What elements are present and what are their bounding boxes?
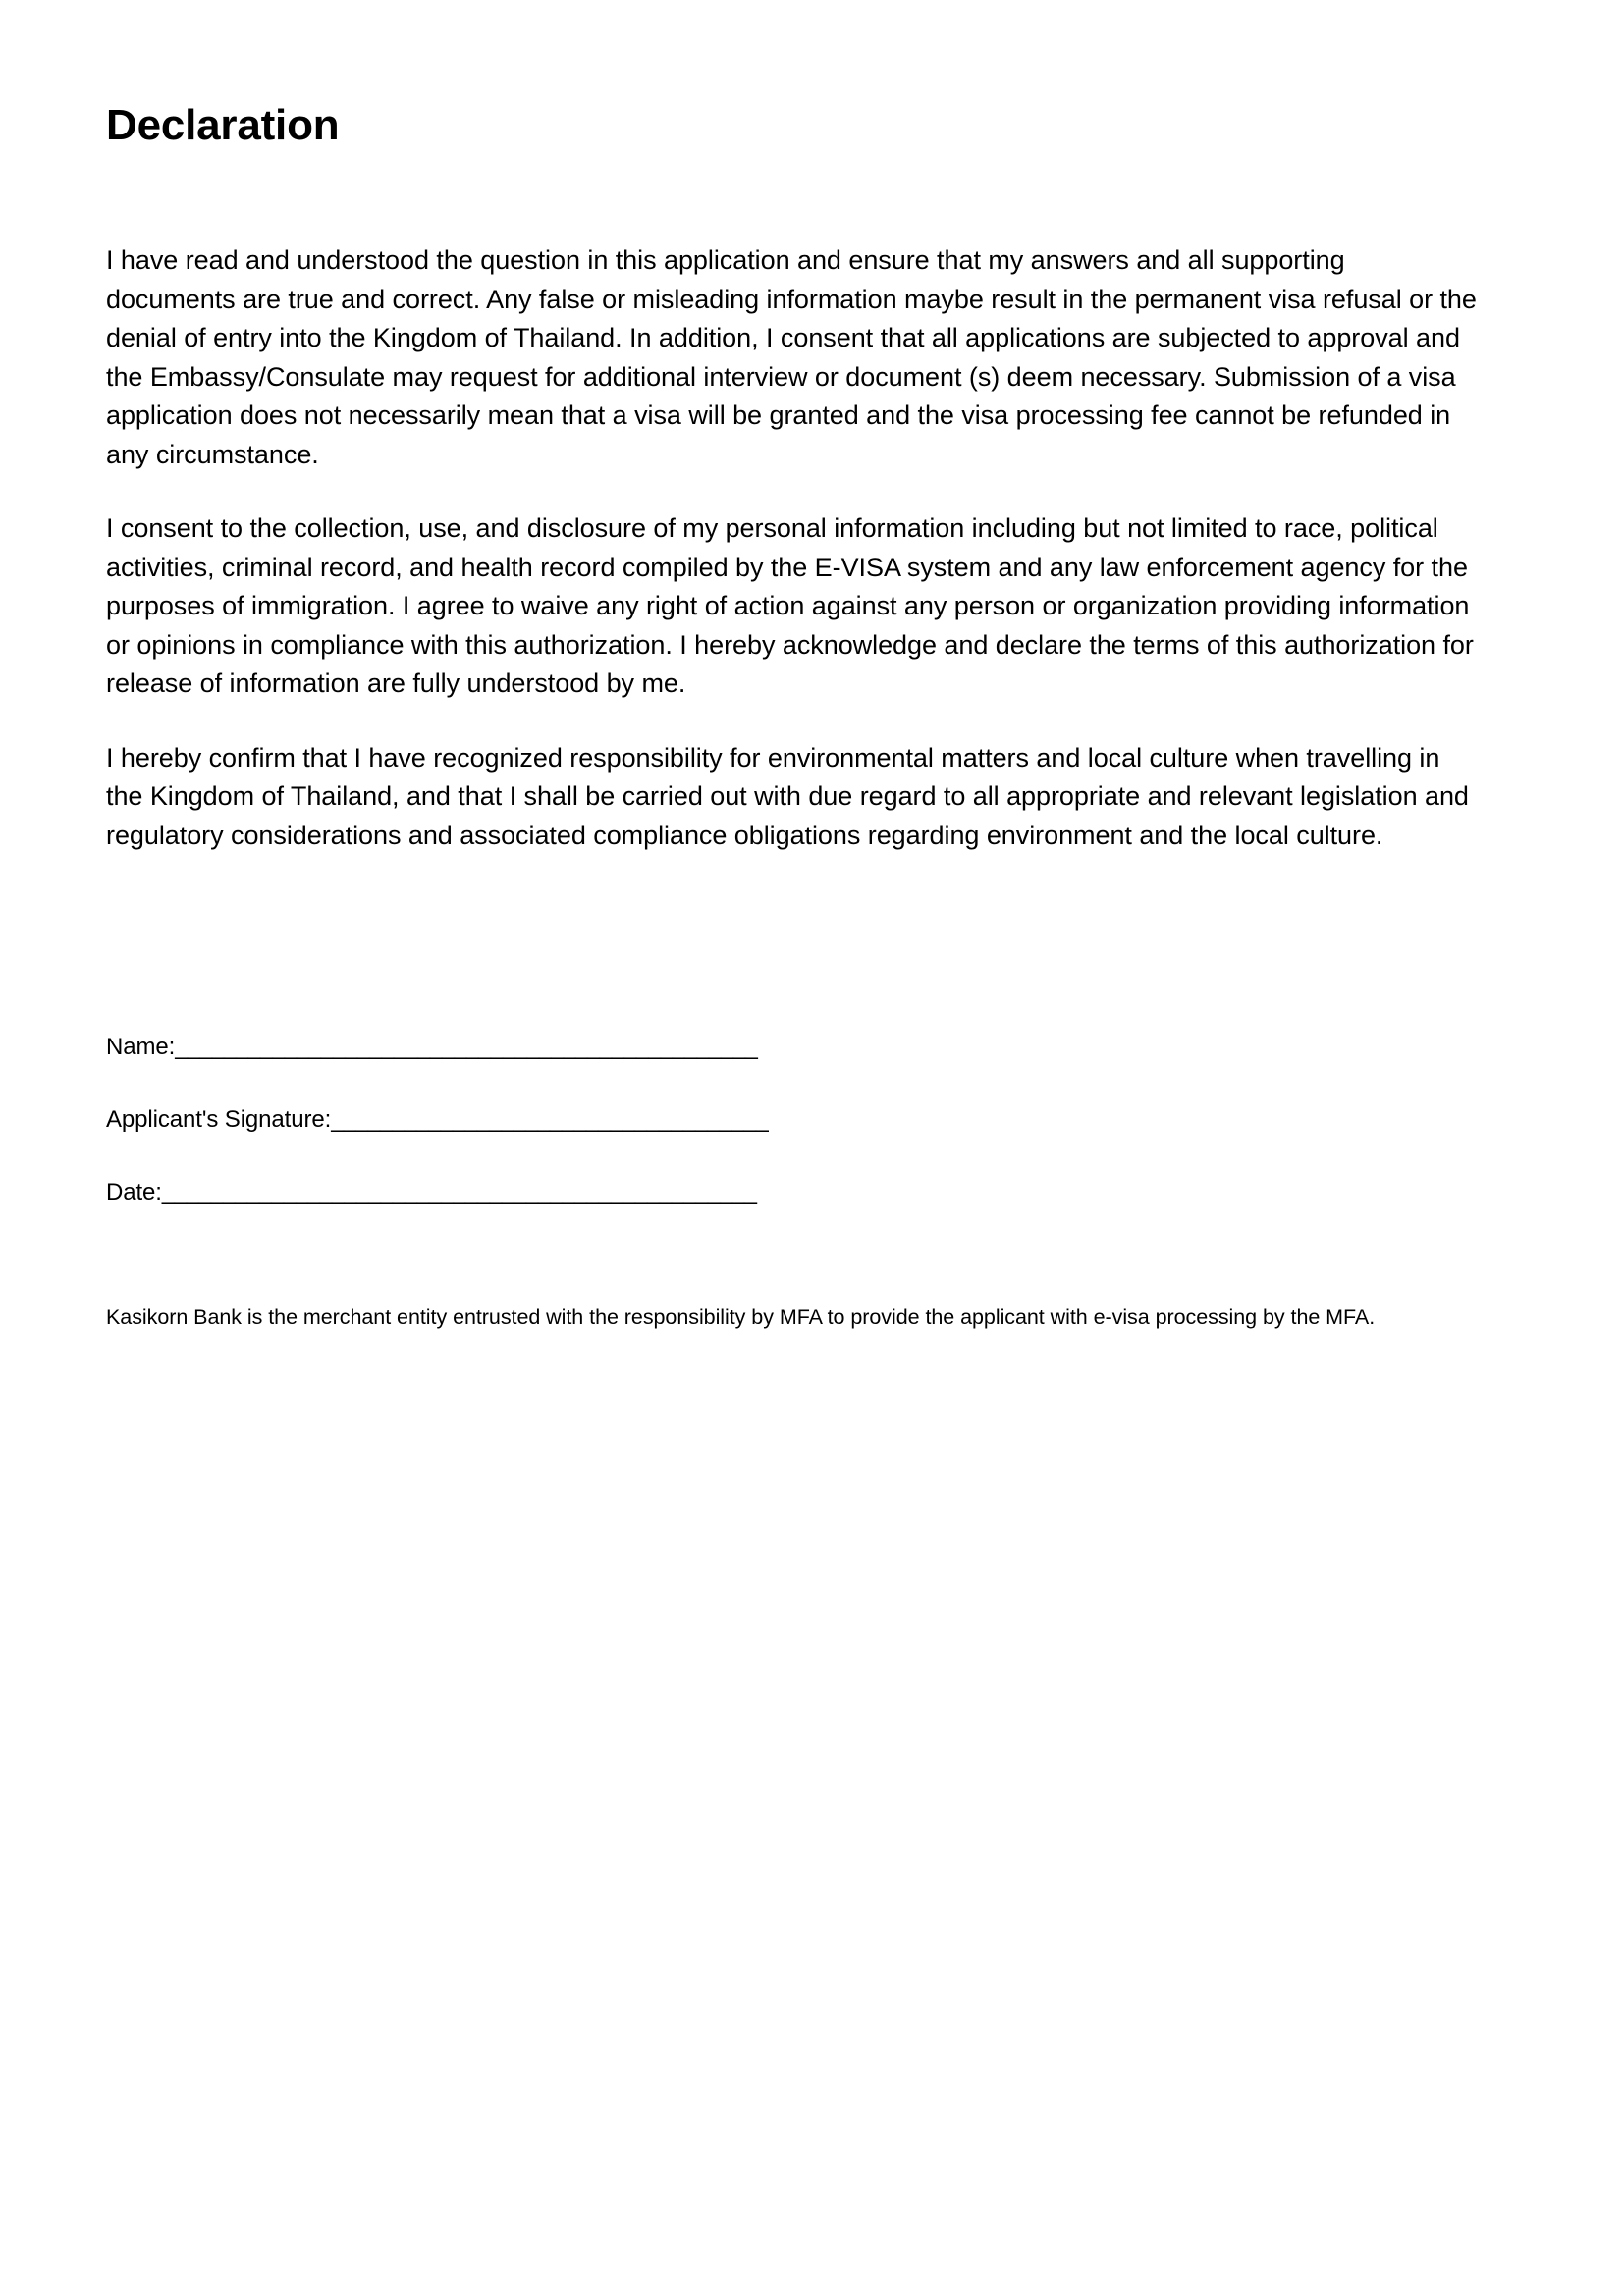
document-content xyxy=(106,0,1500,1354)
date-field-row xyxy=(106,1177,1500,1208)
declaration-paragraph-2: I consent to the collection, use, and disclosure of my personal information including but not limited to race, political activities, criminal record, and health record compiled by the E-VISA system and any law enforcement agency for the purposes of immigration. I agree to waive any right of action against any person or organization providing information or opinions in compliance with this authorization. I hereby acknowledge and declare the terms of this authorization for release of information are fully understood by me. xyxy=(106,513,1474,699)
date-field-label: Date: xyxy=(106,1179,162,1206)
declaration-paragraph-1: I have read and understood the question in this application and ensure that my answers and all supporting documents are true and correct. Any false or misleading information maybe result in the permanent visa refusal or the denial of entry into the Kingdom of Thailand. In addition, I consent that all applications are subjected to approval and the Embassy/Consulate may request for additional interview or document (s) deem necessary. Submission of a visa application does not necessarily mean that a visa will be granted and the visa processing fee cannot be refunded in any circumstance. xyxy=(106,245,1477,469)
name-field-label: Name: xyxy=(106,1034,176,1061)
signature-fields xyxy=(106,1032,1500,1208)
name-field-row xyxy=(106,1032,1500,1063)
date-field-rule[interactable]: _________________________________________________ xyxy=(161,1179,756,1206)
signature-field-rule[interactable]: ____________________________________ xyxy=(331,1106,768,1134)
declaration-paragraph-3: I hereby confirm that I have recognized responsibility for environmental matters and local culture when travelling in the Kingdom of Thailand, and that I shall be carried out with due regard to all appropriate and relevant legislation and regulatory considerations and associated compliance obligations regarding environment and the local culture. xyxy=(106,742,1469,850)
declaration-body xyxy=(106,241,1500,855)
signature-field-label: Applicant's Signature: xyxy=(106,1106,332,1134)
signature-field-row xyxy=(106,1104,1500,1136)
name-field-rule[interactable]: ________________________________________________ xyxy=(175,1034,757,1061)
page-title: Declaration xyxy=(106,101,340,149)
merchant-footer-note: Kasikorn Bank is the merchant entity entrusted with the responsibility by MFA to provide the applicant with e-visa processing by the MFA. xyxy=(106,1306,1376,1330)
